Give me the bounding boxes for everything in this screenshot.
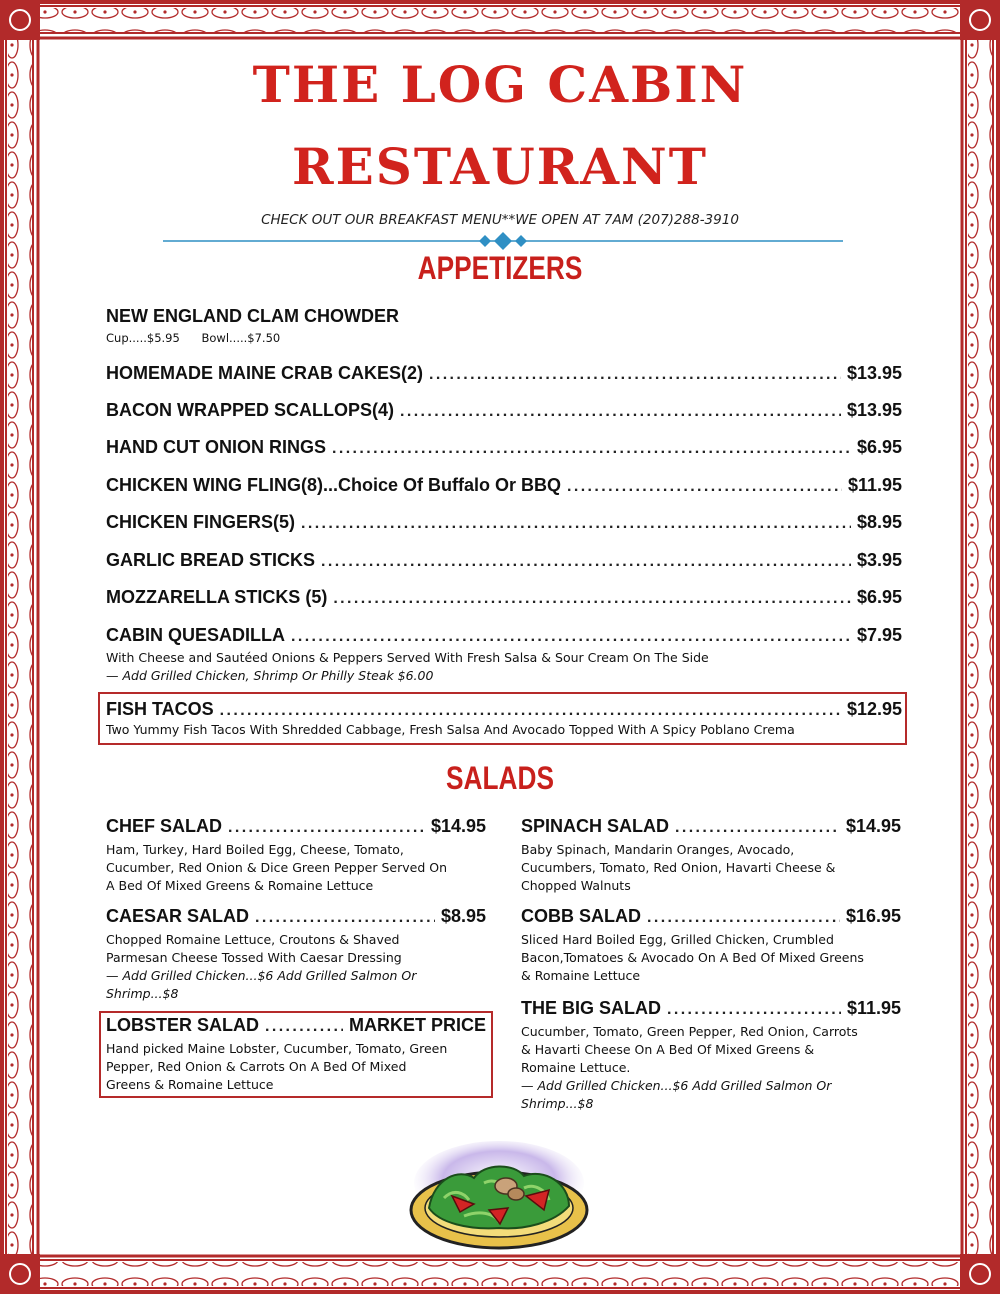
item-name: FISH TACOS (106, 699, 214, 719)
tagline: CHECK OUT OUR BREAKFAST MENU**WE OPEN AT 7AM (207)288-3910 (261, 212, 739, 228)
menu-item (106, 437, 902, 458)
dot-leader (220, 702, 841, 720)
item-name: CHEF SALAD (106, 816, 222, 836)
item-addon: — Add Grilled Chicken...$6 Add Grilled Salmon Or (106, 968, 417, 983)
item-description: Hand picked Maine Lobster, Cucumber, Tomato, Green (106, 1041, 448, 1056)
menu-item (106, 587, 902, 608)
item-price: $11.95 (847, 475, 902, 495)
item-description: Two Yummy Fish Tacos With Shredded Cabbage, Fresh Salsa And Avocado Topped With A Spicy Poblano Crema (106, 722, 795, 737)
item-name: MOZZARELLA STICKS (5) (106, 587, 328, 607)
item-price: $14.95 (845, 816, 901, 836)
salads-heading: SALADS (446, 760, 554, 796)
item-price: $6.95 (856, 437, 902, 457)
dot-leader (321, 553, 851, 571)
item-description: Cucumber, Red Onion & Dice Green Pepper Served On (106, 860, 447, 875)
item-description: Greens & Romaine Lettuce (106, 1077, 274, 1092)
item-description: & Havarti Cheese On A Bed Of Mixed Greens & (521, 1042, 815, 1057)
corner-ornament-icon (960, 1254, 1000, 1294)
item-name: LOBSTER SALAD (106, 1015, 259, 1035)
dot-leader (265, 1018, 343, 1036)
menu-item-caesar-salad (106, 906, 486, 1003)
restaurant-title-line1: THE LOG CABIN (252, 55, 748, 114)
item-price: $8.95 (440, 906, 486, 926)
item-name: COBB SALAD (521, 906, 641, 926)
menu-item-lobster-salad (106, 1015, 486, 1094)
item-description: Pepper, Red Onion & Carrots On A Bed Of Mixed (106, 1059, 407, 1074)
corner-ornament-icon (0, 0, 40, 40)
item-description: Cucumbers, Tomato, Red Onion, Havarti Cheese & (521, 860, 836, 875)
divider-ornament-icon (163, 232, 843, 250)
item-price: MARKET PRICE (348, 1015, 486, 1035)
dot-leader (301, 515, 851, 533)
item-addon: — Add Grilled Chicken, Shrimp Or Philly Steak $6.00 (106, 668, 434, 683)
dot-leader (332, 440, 851, 458)
item-description: With Cheese and Sautéed Onions & Peppers Served With Fresh Salsa & Sour Cream On The Side (106, 650, 709, 665)
menu-item (106, 475, 902, 496)
dot-leader (667, 1001, 841, 1019)
item-price: $8.95 (856, 512, 902, 532)
item-description: Romaine Lettuce. (521, 1060, 631, 1075)
item-description: Baby Spinach, Mandarin Oranges, Avocado, (521, 842, 795, 857)
item-price: $3.95 (856, 550, 902, 570)
item-description: Ham, Turkey, Hard Boiled Egg, Cheese, Tomato, (106, 842, 404, 857)
item-name: BACON WRAPPED SCALLOPS(4) (106, 400, 395, 420)
item-price: $13.95 (846, 400, 902, 420)
item-name: THE BIG SALAD (521, 998, 662, 1018)
menu-item-chef-salad (106, 816, 486, 895)
dot-leader (291, 628, 851, 646)
item-description: Parmesan Cheese Tossed With Caesar Dressing (106, 950, 402, 965)
bowl-price: Bowl.....$7.50 (201, 331, 281, 345)
item-description: Chopped Walnuts (521, 878, 631, 893)
cup-price: Cup.....$5.95 (106, 331, 180, 345)
item-price: $14.95 (430, 816, 486, 836)
item-sizes (106, 331, 902, 345)
dot-leader (255, 909, 435, 927)
menu-item (106, 363, 902, 384)
dot-leader (647, 909, 840, 927)
menu-item-clam-chowder (106, 306, 902, 345)
item-addon: Shrimp...$8 (106, 986, 179, 1001)
item-name: HAND CUT ONION RINGS (106, 437, 326, 457)
menu-item (106, 400, 902, 421)
item-name: SPINACH SALAD (521, 816, 670, 836)
corner-ornament-icon (0, 1254, 40, 1294)
item-name: CHICKEN WING FLING(8)...Choice Of Buffalo Or BBQ (106, 475, 561, 495)
menu-item-quesadilla (106, 625, 902, 685)
menu-item (106, 550, 902, 571)
item-price: $6.95 (856, 587, 902, 607)
item-name: CHICKEN FINGERS(5) (106, 512, 296, 532)
item-description: A Bed Of Mixed Greens & Romaine Lettuce (106, 878, 374, 893)
menu-item-cobb-salad (521, 906, 901, 985)
menu-item-spinach-salad (521, 816, 901, 895)
dot-leader (675, 819, 840, 837)
dot-leader (567, 478, 842, 496)
item-price: $13.95 (846, 363, 902, 383)
corner-ornament-icon (960, 0, 1000, 40)
menu-item-big-salad (521, 998, 901, 1113)
menu-item (106, 512, 902, 533)
item-price: $12.95 (846, 699, 902, 719)
item-name: HOMEMADE MAINE CRAB CAKES(2) (106, 363, 424, 383)
item-description: Bacon,Tomatoes & Avocado On A Bed Of Mixed Greens (521, 950, 864, 965)
item-description: Cucumber, Tomato, Green Pepper, Red Onion, Carrots (521, 1024, 858, 1039)
item-addon: — Add Grilled Chicken...$6 Add Grilled Salmon Or (521, 1078, 832, 1093)
menu-item-fish-tacos (106, 699, 902, 739)
dot-leader (429, 366, 841, 384)
item-name: CABIN QUESADILLA (106, 625, 285, 645)
item-name: GARLIC BREAD STICKS (106, 550, 316, 570)
item-price: $7.95 (856, 625, 902, 645)
item-description: Chopped Romaine Lettuce, Croutons & Shaved (106, 932, 400, 947)
item-description: & Romaine Lettuce (521, 968, 641, 983)
item-name: CAESAR SALAD (106, 906, 250, 926)
item-price: $11.95 (846, 998, 901, 1018)
dot-leader (333, 590, 851, 608)
item-addon: Shrimp...$8 (521, 1096, 594, 1111)
dot-leader (228, 819, 425, 837)
item-description: Sliced Hard Boiled Egg, Grilled Chicken, Crumbled (521, 932, 834, 947)
item-name: NEW ENGLAND CLAM CHOWDER (106, 306, 399, 326)
appetizers-heading: APPETIZERS (417, 250, 583, 286)
salad-plate-icon (404, 1138, 594, 1258)
restaurant-title-line2: RESTAURANT (292, 137, 708, 196)
item-price: $16.95 (845, 906, 901, 926)
dot-leader (400, 403, 841, 421)
